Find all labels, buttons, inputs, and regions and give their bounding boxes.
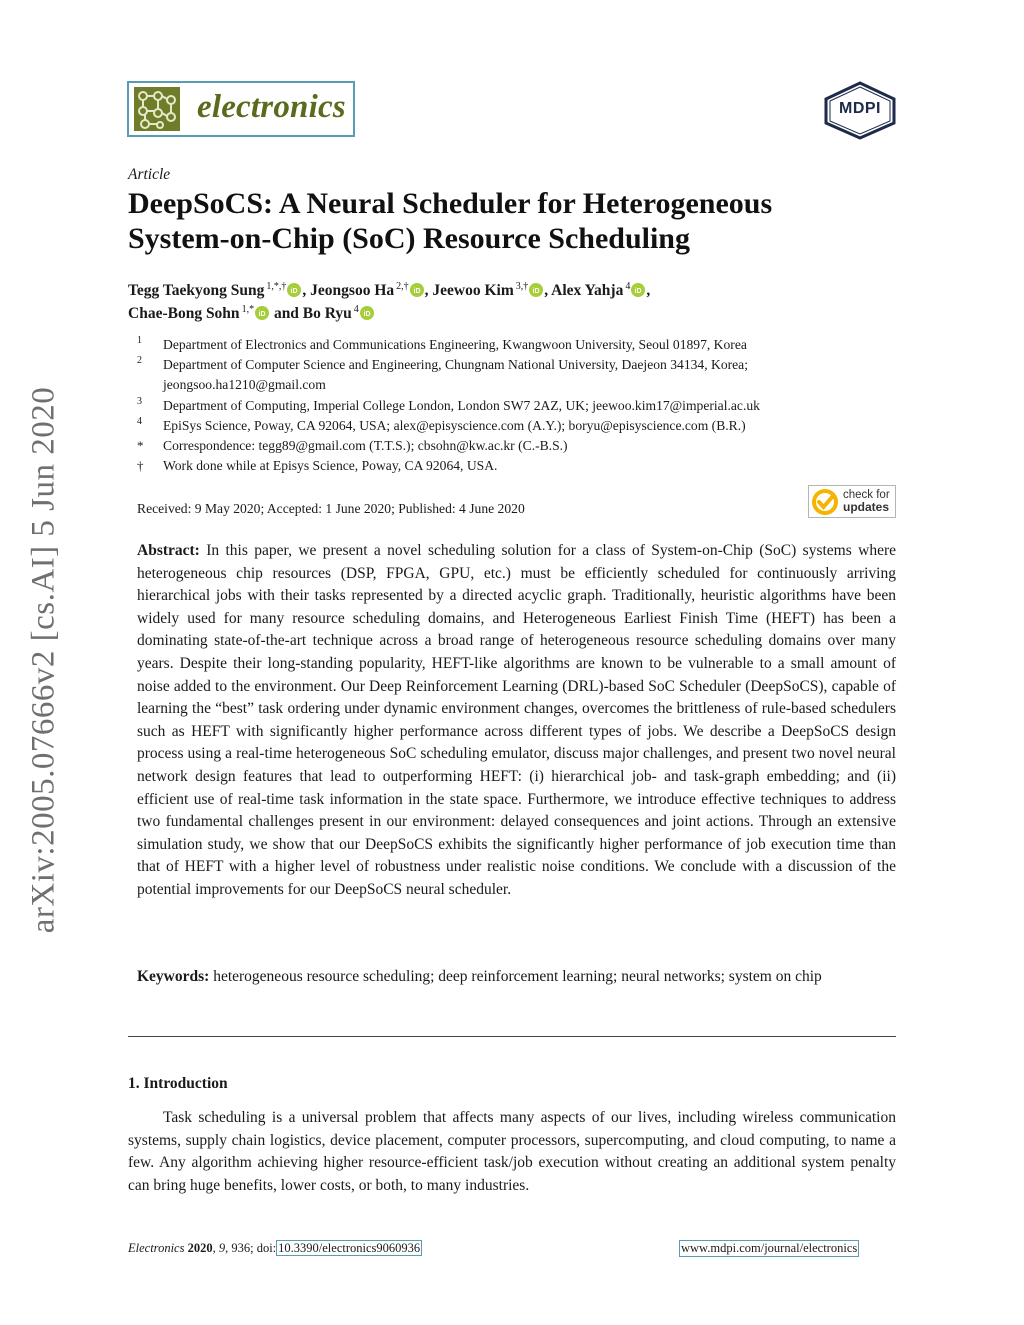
svg-text:iD: iD <box>532 288 540 295</box>
orcid-icon[interactable] <box>255 306 269 320</box>
author-affiliation: 4 <box>353 304 359 315</box>
check-updates-line2: updates <box>843 500 890 514</box>
journal-logo[interactable] <box>127 81 355 137</box>
author-name: Chae-Bong Sohn <box>128 305 240 322</box>
affiliation-mark: † <box>137 458 144 473</box>
footer-journal: Electronics <box>128 1241 185 1255</box>
svg-text:iD: iD <box>290 288 298 295</box>
affiliation-text: EpiSys Science, Poway, CA 92064, USA; alex@episyscience.com (A.Y.); boryu@episyscience.com (B.R.) <box>163 418 746 433</box>
affiliation-mark: * <box>137 438 144 453</box>
author-name: Alex Yahja <box>551 282 624 299</box>
check-updates-line1: check for <box>843 489 890 501</box>
author-affiliation: 1,*,† <box>266 281 287 292</box>
citation-footer: Electronics 2020, 9, 936; doi: 10.3390/electronics9060936 <box>128 1241 421 1255</box>
keywords-label: Keywords: <box>137 968 210 985</box>
author-affiliation: 4 <box>625 281 631 292</box>
author-list-continued <box>128 304 375 323</box>
publisher-name: MDPI <box>839 100 881 117</box>
journal-url-link[interactable]: www.mdpi.com/journal/electronics <box>681 1241 858 1255</box>
footer-volume: 9 <box>218 1241 226 1255</box>
svg-text:iD: iD <box>258 311 266 318</box>
orcid-icon[interactable] <box>360 306 374 320</box>
affiliation-text: Department of Computer Science and Engineering, Chungnam National University, Daejeon 34134, Korea; <box>163 357 748 372</box>
check-for-updates-button[interactable] <box>808 485 896 518</box>
doi-link[interactable]: 10.3390/electronics9060936 <box>278 1241 421 1255</box>
affiliation-mark: 4 <box>137 416 142 427</box>
orcid-icon[interactable] <box>529 283 543 297</box>
arxiv-identifier: arXiv:2005.07666v2 [cs.AI] 5 Jun 2020 <box>25 386 62 934</box>
article-type: Article <box>128 166 171 183</box>
checkmark-icon <box>811 488 839 516</box>
publisher-logo[interactable] <box>822 80 898 140</box>
title-line-2: System-on-Chip (SoC) Resource Scheduling <box>128 222 690 255</box>
section-heading: 1. Introduction <box>128 1075 228 1092</box>
author-name: and Bo Ryu <box>273 305 352 322</box>
author-name: Jeongsoo Ha <box>310 282 395 299</box>
publication-dates: Received: 9 May 2020; Accepted: 1 June 2020; Published: 4 June 2020 <box>137 501 525 516</box>
abstract <box>137 540 896 902</box>
introduction-paragraph: Task scheduling is a universal problem that affects many aspects of our lives, including wireless communication systems, supply chain logistics, device placement, computer processors, supercomputing, and cloud computing, to name a few. Any algorithm achieving higher resource-efficient task/job execution without creating an additional system penalty can bring huge benefits, lower costs, or both, to many industries. <box>128 1109 896 1194</box>
keywords-text: heterogeneous resource scheduling; deep reinforcement learning; neural networks; system on chip <box>213 968 822 985</box>
affiliation-text: Department of Computing, Imperial College London, London SW7 2AZ, UK; jeewoo.kim17@imperial.ac.uk <box>163 398 760 413</box>
author-affiliation: 2,† <box>396 281 409 292</box>
affiliation-text: Correspondence: tegg89@gmail.com (T.T.S.); cbsohn@kw.ac.kr (C.-B.S.) <box>163 438 568 453</box>
footer-doi-label: doi: <box>256 1241 277 1255</box>
abstract-label: Abstract: <box>137 542 200 559</box>
affiliation-mark: 2 <box>137 355 142 366</box>
circuit-icon <box>134 87 180 131</box>
affiliation-text: Department of Electronics and Communications Engineering, Kwangwoon University, Seoul 01897, Korea <box>163 337 747 352</box>
orcid-icon[interactable] <box>287 283 301 297</box>
affiliation-text: Work done while at Episys Science, Poway, CA 92064, USA. <box>163 458 498 473</box>
journal-name: electronics <box>197 89 346 125</box>
orcid-icon[interactable] <box>410 283 424 297</box>
affiliation-mark: 3 <box>137 396 142 407</box>
author-list: Tegg Taekyong Sung $^{1,*,\dagger}$ iD , Jeongsoo Ha $^{2,\dagger}$ iD , Jeewoo Kim $^{3,\dagger}$ iD , Alex Yahja $^4$ iD , <box>128 281 651 299</box>
paper-title <box>128 186 908 256</box>
section-divider <box>128 1036 896 1037</box>
abstract-text: In this paper, we present a novel scheduling solution for a class of System-on-Chip (SoC) systems where heterogeneous chip resources (DSP, FPGA, GPU, etc.) must be efficiently scheduled for continuously arriving hierarchical jobs with their tasks represented by a directed acyclic graph. Traditionally, heuristic algorithms have been widely used for many resource scheduling domains, and Heterogeneous Earliest Finish Time (HEFT) has been a dominating state-of-the-art technique across a broad range of heterogeneous resource scheduling domains over many years. Despite their long-standing popularity, HEFT-like algorithms are known to be vulnerable to a small amount of noise added to the environment. Our Deep Reinforcement Learning (DRL)-based SoC Scheduler (DeepSoCS), capable of learning the “best” task ordering under dynamic environment changes, overcomes the brittleness of rule-based schedulers such as HEFT with significantly higher performance across different types of jobs. We describe a DeepSoCS design process using a real-time heterogeneous SoC scheduling emulator, discuss major challenges, and present two novel neural network design features that lead to outperforming HEFT: (i) hierarchical job- and task-graph embedding; and (ii) efficient use of real-time task information in the state space. Furthermore, we introduce effective techniques to address two fundamental challenges present in our environment: delayed consequences and joint actions. Through an extensive simulation study, we show that our DeepSoCS exhibits the significantly higher performance of job execution time than that of HEFT with a higher level of robustness under realistic noise conditions. We conclude with a discussion of the potential improvements for our DeepSoCS neural scheduler. <box>137 542 897 898</box>
author-name: Tegg Taekyong Sung <box>128 282 265 299</box>
svg-text:iD: iD <box>634 288 642 295</box>
author-name: Jeewoo Kim <box>432 282 514 299</box>
author-affiliation: 3,† <box>515 281 529 292</box>
svg-text:iD: iD <box>363 311 371 318</box>
svg-text:iD: iD <box>413 288 421 295</box>
author-affiliation: 1,* <box>241 304 255 315</box>
footer-page: 936 <box>231 1241 251 1255</box>
orcid-icon[interactable] <box>631 283 645 297</box>
affiliation-mark: 1 <box>137 335 142 346</box>
title-line-1: DeepSoCS: A Neural Scheduler for Heterogeneous <box>128 187 773 220</box>
keywords <box>137 966 896 989</box>
affiliation-text[interactable]: jeongsoo.ha1210@gmail.com <box>163 377 326 392</box>
footer-year: 2020 <box>187 1241 213 1255</box>
